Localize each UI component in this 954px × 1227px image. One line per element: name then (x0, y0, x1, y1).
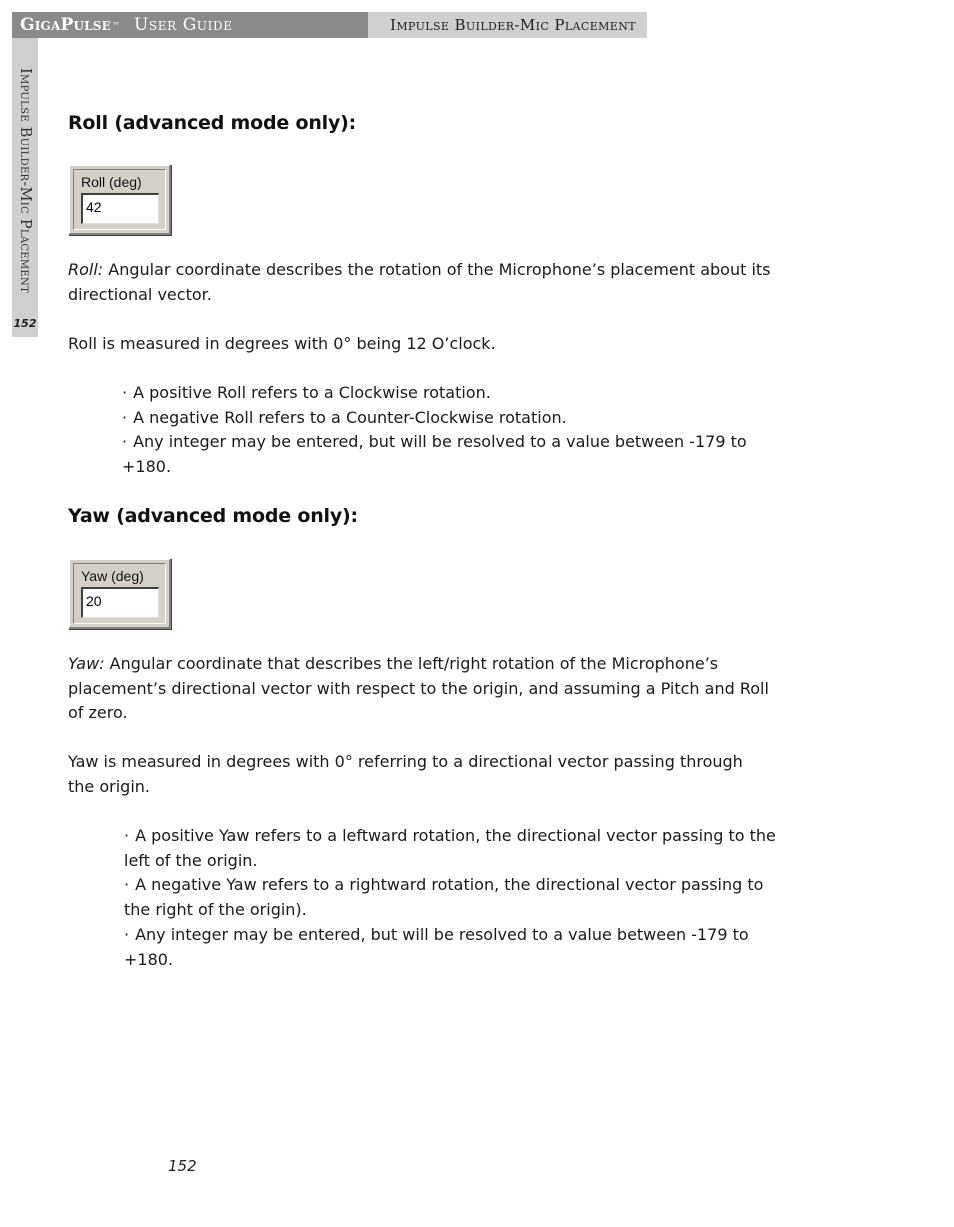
roll-field-label: Roll (deg) (81, 174, 142, 190)
guide-title: User Guide (134, 15, 233, 35)
side-tab-label (12, 68, 38, 308)
list-item: · Any integer may be entered, but will be resolved to a value between -179 to +180. (124, 924, 749, 969)
section-title: Impulse Builder-Mic Placement (390, 16, 636, 34)
yaw-measure-text: Yaw is measured in degrees with 0° referring to a directional vector passing through the origin. (68, 752, 743, 796)
bullet-dot: · (122, 383, 128, 402)
roll-bullet-list (122, 381, 782, 480)
roll-heading: Roll (advanced mode only): (68, 112, 357, 134)
roll-definition-term: Roll: (68, 260, 104, 279)
list-item: · A negative Yaw refers to a rightward rotation, the directional vector passing to the right of the origin). (124, 875, 764, 920)
bullet-dot: · (122, 432, 128, 452)
list-item: · A negative Roll refers to a Counter-Clockwise rotation. (122, 407, 567, 427)
roll-field-frame (73, 169, 166, 230)
brand-name: GigaPulse (20, 15, 111, 35)
yaw-heading: Yaw (advanced mode only): (68, 505, 358, 527)
roll-measure-text: Roll is measured in degrees with 0° being 12 O’clock. (68, 334, 496, 353)
yaw-field-label: Yaw (deg) (81, 568, 144, 584)
roll-definition (68, 258, 798, 307)
page-number: 152 (168, 1157, 197, 1175)
bullet-dot: · (122, 407, 128, 427)
list-item: · A positive Yaw refers to a leftward rotation, the directional vector passing to the left of the origin. (124, 826, 776, 870)
yaw-field-frame (73, 563, 166, 624)
header-title-bar (12, 12, 368, 38)
trademark-symbol: ™ (112, 20, 120, 30)
yaw-field-group (68, 558, 171, 629)
bullet-dot: · (124, 924, 130, 944)
header-section-bar (368, 12, 647, 38)
list-item: · Any integer may be entered, but will be resolved to a value between -179 to +180. (122, 432, 747, 477)
bullet-dot: · (124, 875, 130, 895)
roll-input[interactable]: 42 (81, 193, 159, 224)
yaw-definition-text: Angular coordinate that describes the left/right rotation of the Microphone’s placement’s directional vector with respect to the origin, and assuming a Pitch and Roll of zero. (68, 654, 769, 723)
yaw-definition-term: Yaw: (68, 654, 105, 673)
yaw-definition (68, 652, 788, 726)
roll-field-group (68, 164, 171, 235)
yaw-input[interactable]: 20 (81, 587, 159, 618)
yaw-bullet-list (124, 824, 784, 972)
list-item: · A positive Roll refers to a Clockwise rotation. (122, 383, 491, 402)
roll-definition-text: Angular coordinate describes the rotation of the Microphone’s placement about its directional vector. (68, 260, 771, 304)
side-tab-page-number: 152 (13, 317, 37, 330)
bullet-dot: · (124, 826, 130, 845)
side-tab-text: Impulse Builder-Mic Placement (17, 68, 33, 294)
